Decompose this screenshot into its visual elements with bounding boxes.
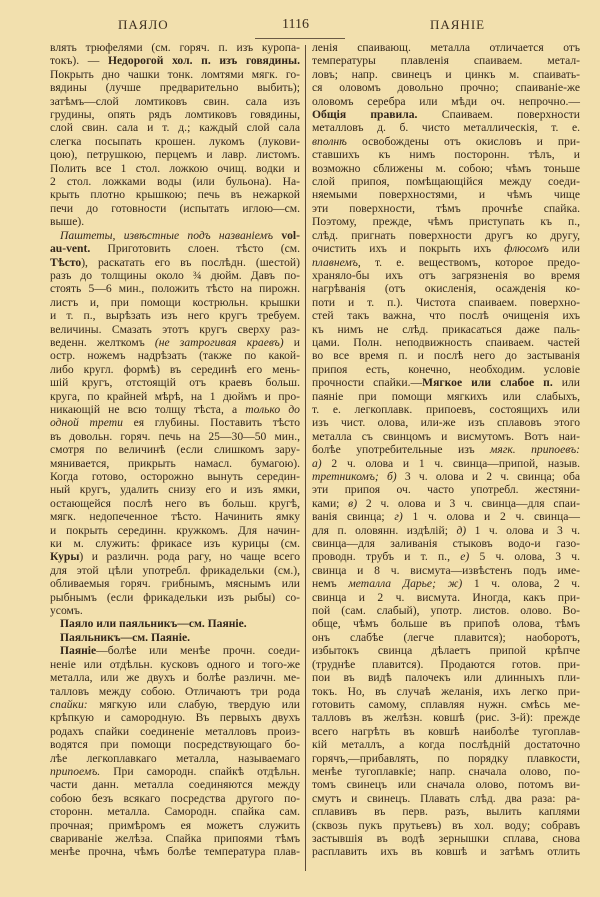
bold-term: Паяльникъ—см. Паяніе.	[60, 630, 190, 644]
text-line	[50, 617, 300, 630]
text-line	[50, 269, 300, 282]
text-run: никающій не всю толщу тѣста, а	[50, 402, 246, 416]
text-line	[50, 309, 300, 322]
text-run: температуры плавленія спаиваем. метал-	[312, 54, 580, 68]
italic-text: г)	[394, 510, 403, 524]
text-line	[50, 323, 300, 336]
bold-term: Общія правила.	[312, 108, 418, 122]
text-line	[312, 390, 580, 403]
text-line	[312, 296, 580, 309]
text-run: 2 стол. ложками воды (или бульона). На-	[50, 175, 300, 189]
italic-text: вполнѣ	[312, 134, 347, 148]
bold-term: Тѣсто	[50, 255, 82, 269]
italic-text: третникомъ; б)	[312, 470, 397, 483]
text-line	[50, 698, 300, 711]
text-line	[312, 376, 580, 389]
text-run: 5 ч. олова, 3 ч.	[469, 550, 580, 564]
text-line	[50, 497, 300, 510]
text-run: во все время п. и послѣ него до застыванія	[312, 349, 580, 363]
text-run: токъ. Но, въ случаѣ желанія, ихъ легко при-	[312, 684, 580, 698]
text-run: затѣмъ—слой ломтиковъ свин. сала изъ	[50, 94, 300, 108]
text-run: крѣпкую и самородную. Въ первыхъ двухъ	[50, 711, 300, 725]
text-run: эти припоя оч. часто употребл. жестяни-	[312, 483, 580, 497]
text-line	[50, 215, 300, 228]
text-run: либо кругл. формѣ) въ серединѣ его мень-	[50, 362, 300, 376]
text-line	[312, 765, 580, 778]
text-line	[50, 256, 300, 269]
text-run: и	[283, 335, 300, 349]
text-line	[50, 564, 300, 577]
text-line	[312, 188, 580, 201]
text-line	[50, 685, 300, 698]
left-column	[50, 41, 300, 859]
text-line	[50, 470, 300, 483]
text-run: Поэтому, прежде, чѣмъ приступать къ п.,	[312, 215, 580, 229]
text-run: ся оловомъ довольно прочно; спаиваніе-же	[312, 81, 580, 95]
text-line	[312, 483, 580, 496]
text-run: т. е. веществомъ, которое предо-	[360, 255, 580, 269]
text-run: нагрѣванія (отъ окисленія, осажденія ко-	[312, 282, 580, 296]
text-line	[50, 778, 300, 791]
text-run: готовить самому, сплавляя нужн. смѣсь ме-	[312, 697, 580, 711]
text-line	[312, 121, 580, 134]
italic-text: плавнемъ,	[312, 255, 361, 269]
text-line	[50, 711, 300, 724]
bold-term: Мягкое или слабое п.	[422, 376, 553, 390]
text-line	[312, 752, 580, 765]
text-run: ками;	[312, 496, 349, 510]
text-run: собою безъ всякаго посредства другого по-	[50, 791, 300, 805]
text-run: остающейся послѣ него въ больш. кругѣ,	[50, 496, 300, 510]
text-line	[312, 564, 580, 577]
text-line	[312, 470, 580, 483]
text-line	[50, 832, 300, 845]
bold-term: au-vent.	[50, 242, 91, 256]
text-line	[312, 617, 580, 630]
italic-text: Паштеты, извѣстные подъ названіемъ	[60, 228, 273, 242]
text-line	[312, 832, 580, 845]
italic-text: спайки:	[50, 697, 88, 711]
text-line	[50, 457, 300, 470]
text-line	[312, 108, 580, 121]
text-run: разъ до толщины около ¾ дюйм. Давъ по-	[50, 268, 300, 282]
text-run: эти поверхности, тѣмъ прочнѣе спайка.	[312, 201, 580, 215]
text-line	[50, 349, 300, 362]
text-run: ), раскатать его въ послѣдн. (шестой)	[81, 255, 300, 269]
text-run: немъ	[312, 577, 349, 591]
italic-text: флюсомъ	[504, 242, 549, 256]
text-run: (сквозь пукъ прутьевъ) въ хол. воду; собравъ	[312, 818, 580, 832]
text-line	[312, 416, 580, 429]
page-number: 1116	[282, 17, 309, 32]
text-line	[312, 242, 580, 255]
text-run: величины. Смазать этотъ кругъ сверху раз-	[50, 322, 300, 336]
text-run: водятся при помощи посредствующаго бо-	[50, 738, 300, 752]
text-run: Покрыть дно чашки тонк. ломтями мягк. го-	[50, 67, 300, 81]
text-line	[50, 644, 300, 657]
text-line	[312, 229, 580, 242]
text-run: оловомъ серебра или мѣди оч. непрочно.—	[312, 94, 580, 108]
text-line	[312, 95, 580, 108]
text-run: 2 ч. олова и 1 ч. свинца—припой, назыв.	[321, 456, 580, 470]
bold-term: Куры	[50, 550, 80, 564]
text-line	[312, 81, 580, 94]
text-line	[312, 644, 580, 657]
column-divider	[305, 45, 306, 871]
text-line	[50, 95, 300, 108]
text-line	[312, 671, 580, 684]
text-run: металловъ д. б. чисто металлическія, т. е.	[312, 121, 580, 135]
text-line	[312, 537, 580, 550]
text-line	[50, 510, 300, 523]
text-run: крыть плотно крышкою; печь въ нежаркой	[50, 188, 300, 202]
text-run: пои въ видѣ палочекъ или длинныхъ пли-	[312, 671, 580, 685]
text-line	[50, 537, 300, 550]
text-run: для п. оловянн. издѣлій;	[312, 523, 457, 537]
text-run: При самородн. спайкѣ отдѣльн.	[100, 764, 300, 778]
text-line	[50, 376, 300, 389]
text-line	[312, 215, 580, 228]
text-run: части данн. металла соединяются между	[50, 778, 300, 792]
text-line	[50, 443, 300, 456]
text-run: ловъ; напр. свинецъ и цинкъ м. спаивать-	[312, 67, 580, 81]
text-run: прочности спайки.—	[312, 376, 423, 390]
italic-text: мягк. припоевъ:	[490, 443, 581, 457]
text-run: шій кругъ, отстоящій отъ краевъ больш.	[50, 376, 300, 390]
text-run: менѣе тугоплавкіе; напр. сначала олово, по-	[312, 764, 580, 778]
text-run: 2 ч. олова и 3 ч. свинца—для спаи-	[357, 496, 580, 510]
text-run: Когда готово, осторожно вынуть середин-	[50, 470, 300, 483]
text-run: расплавить ихъ въ ковшѣ и затѣмъ отлить	[312, 845, 580, 859]
text-run: ки м. служить: фрикасе изъ курицы (см.	[50, 537, 300, 551]
text-run: ленія спаивающ. металла отличается отъ	[312, 41, 580, 54]
bold-term: Паяло или паяльникъ—см. Паяніе.	[60, 617, 247, 631]
text-run: лѣе легкоплавкаго металла, называемаго	[50, 751, 300, 765]
text-line	[50, 108, 300, 121]
text-line	[50, 148, 300, 161]
text-run: возможно сближены м. собою; чѣмъ тоньше	[312, 161, 580, 175]
text-run: онъ слабѣе (легче плавится); наоборотъ,	[312, 630, 580, 644]
text-line	[50, 175, 300, 188]
text-line	[50, 550, 300, 563]
bold-term: vol-	[273, 228, 301, 242]
text-line	[312, 845, 580, 858]
text-line	[50, 363, 300, 376]
italic-text: металла Дарье; ж)	[348, 577, 463, 591]
text-line	[50, 765, 300, 778]
text-line	[312, 323, 580, 336]
text-run: 1 ч. олова и 2 ч. свинца—	[402, 510, 581, 524]
text-run: 1 ч. олова и 3 ч.	[466, 523, 581, 537]
text-run: слегка посыпать крошен. лукомъ (лукови-	[50, 134, 300, 148]
text-run: стей такъ важна, что послѣ очищенія ихъ	[312, 309, 580, 323]
text-line	[312, 685, 580, 698]
text-line	[312, 349, 580, 362]
right-column	[312, 41, 580, 859]
text-line	[50, 296, 300, 309]
text-line	[50, 524, 300, 537]
text-line	[50, 68, 300, 81]
text-run: менѣе прочна, чѣмъ болѣе температура плав-	[50, 845, 300, 859]
text-run: свинца—для заливанія стыковъ водо-и газо-	[312, 537, 580, 551]
text-line	[50, 577, 300, 590]
text-line	[312, 819, 580, 832]
text-line	[312, 631, 580, 644]
text-line	[312, 282, 580, 295]
text-run: талловъ между собою. Отличаютъ три рода	[50, 684, 300, 698]
text-run: цою), петрушкою, перцемъ и лавр. листомъ.	[50, 148, 300, 162]
text-run: освобождены отъ окисловъ и при-	[346, 134, 580, 148]
text-run: храняло-бы ихъ отъ загрязненія во время	[312, 268, 580, 282]
running-head-left: ПАЯЛО	[118, 17, 169, 32]
italic-text: е)	[460, 550, 470, 564]
text-run: обливаемыя горяч. грибнымъ, мяснымъ или	[50, 577, 300, 591]
text-run: металла, или же двухъ и болѣе различн. ме-	[50, 671, 300, 685]
text-run: ея глубины. Поставить тѣсто	[122, 416, 301, 430]
text-run: или	[552, 376, 581, 390]
text-line	[312, 403, 580, 416]
text-run: избытокъ свинца дѣлаетъ припой крѣпче	[312, 644, 580, 658]
text-line	[312, 711, 580, 724]
text-run: (труднѣе плавится). Продаются готов. при-	[312, 657, 580, 671]
text-line	[50, 54, 300, 67]
text-run: мягкую или слабую, твердую или	[87, 697, 300, 711]
text-run: всего нагрѣть въ ковшѣ наиболѣе тугоплав-	[312, 724, 580, 738]
text-run: листъ и, при помощи кострюльн. крышки	[50, 295, 300, 309]
text-run: или	[548, 242, 580, 256]
text-line	[50, 390, 300, 403]
text-line	[312, 510, 580, 523]
text-run: кій металлъ, а когда послѣдній достаточно	[312, 738, 580, 752]
bold-term: Паяніе	[60, 644, 97, 658]
text-run: 1 ч. олова, 2 ч.	[462, 577, 580, 591]
text-run: изъ чист. олова, или-же изъ сплавовъ этого	[312, 416, 580, 430]
text-run: сплавивъ въ перв. разъ, вылить каплями	[312, 805, 580, 819]
text-run: смутъ и свинецъ. Плавать слѣд. два раза: ра-	[312, 791, 580, 805]
text-line	[312, 269, 580, 282]
text-run: цами. Полн. неподвижность спаиваем. частей	[312, 335, 580, 349]
text-run: токъ). —	[50, 54, 109, 68]
text-run: въ довольн. горяч. печь на 25—30—50 мин.,	[50, 429, 300, 443]
text-line	[50, 416, 300, 429]
text-line	[50, 403, 300, 416]
text-line	[50, 631, 300, 644]
text-line	[50, 135, 300, 148]
italic-text: припоемъ.	[50, 764, 101, 778]
text-line	[312, 792, 580, 805]
text-line	[50, 121, 300, 134]
text-run: влять трюфелями (см. горяч. п. изъ куропа-	[50, 41, 300, 54]
text-line	[312, 336, 580, 349]
text-line	[312, 54, 580, 67]
text-line	[50, 41, 300, 54]
italic-text: (не затрогивая краевъ)	[154, 335, 284, 349]
text-run: т. е. легкоплавк. припоевъ, состоящихъ или	[312, 402, 580, 416]
text-run: круга, по крайней мѣрѣ, на 1 дюймъ и про-	[50, 389, 300, 403]
text-run: неніе или отдѣльн. кусковъ одного и того-же	[50, 657, 300, 671]
text-line	[50, 162, 300, 175]
text-run: и покрыть серединн. кружкомъ. Для начин-	[50, 523, 300, 537]
text-run: обще, чѣмъ больше въ припоѣ олова, тѣмъ	[312, 617, 580, 631]
italic-text: в)	[348, 496, 358, 510]
header-rule	[255, 38, 345, 39]
running-head-right: ПАЯНІЕ	[430, 17, 486, 32]
text-line	[50, 202, 300, 215]
text-run: очистить ихъ и покрыть ихъ	[312, 242, 505, 256]
text-run: ный кругъ, удалить снизу его и изъ ямки,	[50, 483, 300, 497]
text-line	[50, 81, 300, 94]
text-run: свариваніе желѣза. Спайка припоями тѣмъ	[50, 831, 300, 845]
text-line	[312, 443, 580, 456]
text-line	[50, 188, 300, 201]
text-run: Спаиваем. поверхности	[417, 108, 581, 122]
text-line	[312, 497, 580, 510]
text-line	[312, 604, 580, 617]
text-line	[312, 738, 580, 751]
text-run: ) и различн. рода рагу, но чаще всего	[79, 550, 300, 564]
text-run: —болѣе или менѣе прочн. соеди-	[96, 644, 300, 658]
text-line	[312, 202, 580, 215]
text-run: 3 ч. олова и 2 ч. свинца; оба	[396, 470, 580, 483]
text-line	[50, 819, 300, 832]
italic-text: д)	[456, 523, 467, 537]
text-line	[312, 430, 580, 443]
text-run: слѣд. пригнать поверхности другъ ко другу,	[312, 228, 580, 242]
text-run: свинца и 2 ч. висмута. Иногда, какъ при-	[312, 590, 580, 604]
italic-text: только до	[245, 402, 300, 416]
text-line	[312, 135, 580, 148]
text-run: талловъ въ желѣзн. ковшѣ (рис. 3-й): прежде	[312, 711, 580, 725]
bold-term: Недорогой хол. п. изъ говядины.	[108, 54, 300, 68]
text-run: ванія свинца;	[312, 510, 395, 524]
italic-text: одной трети	[50, 416, 123, 430]
text-run: поти и т. п.). Чистота спаиваем. поверхно-	[312, 295, 580, 309]
text-run: усомъ.	[50, 604, 83, 618]
italic-text: а)	[312, 456, 322, 470]
text-run: томъ свинецъ или сначала олово, потомъ ви-	[312, 778, 580, 792]
text-run: проводн. трубъ и т. п.,	[312, 550, 461, 564]
text-run: остр. ножемъ надрѣзать (также по какой-	[50, 349, 300, 363]
text-run: рыбнымъ (если фрикадельки изъ рыбы) со-	[50, 590, 300, 604]
text-run: мягк. недопеченное тѣсто. Начинить ямку	[50, 510, 300, 524]
text-run: стоять 5—6 мин., положить тѣсто на пирожн.	[50, 282, 300, 296]
text-run: пой (сам. слабый), употр. листов. олово. Во-	[312, 604, 580, 618]
text-line	[50, 738, 300, 751]
text-run: слой свин. сала и т. д.; каждый слой сала	[50, 121, 300, 135]
text-run: сторонн. металла. Самородн. спайка сам.	[50, 805, 300, 819]
text-line	[50, 658, 300, 671]
text-line	[312, 363, 580, 376]
text-line	[312, 658, 580, 671]
text-run: для этой цѣли употребл. фрикадельки (см.),	[50, 563, 300, 577]
text-line	[50, 229, 300, 242]
text-line	[50, 671, 300, 684]
text-line	[312, 698, 580, 711]
text-line	[312, 256, 580, 269]
text-line	[312, 309, 580, 322]
text-run: Полить все 1 стол. ложкою очищ. водки и	[50, 161, 300, 175]
text-line	[50, 805, 300, 818]
text-line	[312, 778, 580, 791]
text-line	[312, 457, 580, 470]
text-run: вядины (лучше предварительно выбить);	[50, 81, 300, 95]
text-line	[312, 577, 580, 590]
text-line	[312, 725, 580, 738]
text-run: мянивается, прикрыть намасл. бумагою).	[50, 456, 300, 470]
text-line	[50, 752, 300, 765]
text-run: свинца и 8 ч. висмута—извѣстенъ подъ име-	[312, 563, 580, 577]
text-line	[312, 591, 580, 604]
text-line	[50, 336, 300, 349]
text-line	[312, 162, 580, 175]
text-run: печи до готовности (испытать иглою—см.	[50, 201, 300, 215]
text-line	[50, 282, 300, 295]
text-line	[50, 725, 300, 738]
text-run: горячъ,—прибавлять, по порядку плавкости,	[312, 751, 580, 765]
text-run: слой припоя, помѣщающійся между соеди-	[312, 175, 580, 189]
text-run: застывшія въ водѣ зернышки сплава, снова	[312, 831, 580, 845]
text-run: ставшихъ къ нимъ посторонн. тѣлъ, и	[312, 148, 580, 162]
text-line	[312, 68, 580, 81]
text-run: болѣе употребительные изъ	[312, 443, 491, 457]
text-line	[312, 524, 580, 537]
text-line	[50, 591, 300, 604]
text-run: металла съ свинцомъ и висмутомъ. Вотъ наи-	[312, 429, 580, 443]
text-run: къ нимъ не слѣд. прикасаться даже паль-	[312, 322, 580, 336]
text-run: грудины, опять рядъ ломтиковъ говядины,	[50, 108, 300, 122]
text-line	[50, 792, 300, 805]
text-line	[312, 148, 580, 161]
text-line	[312, 550, 580, 563]
text-line	[50, 430, 300, 443]
text-run: и т. п., вырѣзать изъ него кругъ требуем.	[50, 309, 300, 323]
text-run: родахъ спайки соединеніе металловъ произ-	[50, 724, 300, 738]
text-line	[312, 41, 580, 54]
text-run: припоя есть, конечно, необходим. условіе	[312, 362, 580, 376]
text-run: Приготовить слоен. тѣсто (см.	[90, 242, 300, 256]
text-line	[312, 805, 580, 818]
text-run: паяніе при помощи мягкихъ или слабыхъ,	[312, 389, 580, 403]
text-line	[50, 604, 300, 617]
text-run: прочная; примѣромъ ея можетъ служить	[50, 818, 300, 832]
text-line	[50, 845, 300, 858]
text-line	[50, 242, 300, 255]
text-line	[312, 175, 580, 188]
text-run: выше).	[50, 215, 85, 229]
text-line	[50, 483, 300, 496]
text-run: смотря по величинѣ (если слишкомъ зару-	[50, 443, 300, 457]
text-run: няемыми поверхностями, и чѣмъ чище	[312, 188, 580, 202]
text-run: веденн. желткомъ	[50, 335, 155, 349]
